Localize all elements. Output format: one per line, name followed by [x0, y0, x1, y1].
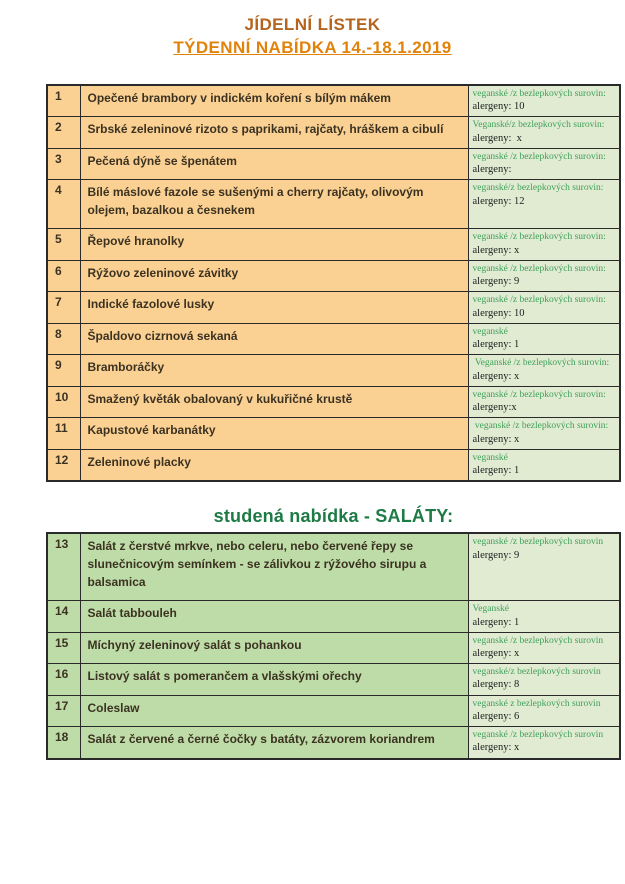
table-row — [47, 260, 620, 291]
dish-name-label: Rýžovo zeleninové závitky — [87, 265, 239, 280]
row-number-label: 2 — [55, 120, 62, 135]
vegan-info-cell — [468, 85, 620, 117]
menu-table-hot — [46, 84, 621, 482]
vegan-info-cell — [468, 601, 620, 632]
row-number — [47, 148, 80, 179]
vegan-label: veganské — [472, 326, 508, 337]
table-row — [47, 449, 620, 481]
vegan-info-cell — [468, 632, 620, 663]
dish-name-label: Smažený květák obalovaný v kukuřičné krustě — [87, 391, 353, 406]
row-number-label: 4 — [55, 183, 62, 198]
vegan-info-cell — [468, 323, 620, 354]
dish-name — [80, 355, 468, 386]
dish-name — [80, 601, 468, 632]
dish-name — [80, 260, 468, 291]
table-row — [47, 418, 620, 449]
allergen-label: alergeny: x — [472, 433, 520, 445]
allergen-label: alergeny: 10 — [472, 101, 525, 113]
dish-name — [80, 229, 468, 260]
dish-name — [80, 449, 468, 481]
dish-name-label: Listový salát s pomerančem a vlašskými ořechy — [87, 669, 362, 684]
row-number-label: 14 — [55, 604, 69, 619]
row-number — [47, 632, 80, 663]
row-number — [47, 449, 80, 481]
row-number-label: 3 — [55, 151, 62, 166]
vegan-label: veganské /z bezlepkových surovin: — [472, 263, 606, 274]
vegan-label: veganské /z bezlepkových surovin: — [472, 232, 606, 243]
dish-name-label: Indické fazolové lusky — [87, 297, 215, 312]
vegan-label: veganské/z bezlepkových surovin: — [472, 183, 604, 194]
row-number — [47, 229, 80, 260]
vegan-info-cell — [468, 260, 620, 291]
row-number — [47, 418, 80, 449]
dish-name — [80, 323, 468, 354]
dish-name — [80, 695, 468, 726]
vegan-label: Veganské /z bezlepkových surovin: — [472, 358, 610, 369]
row-number — [47, 117, 80, 148]
table-row — [47, 355, 620, 386]
allergen-label: alergeny: x — [472, 244, 520, 256]
hot-menu-section — [46, 84, 621, 482]
vegan-info-cell — [468, 664, 620, 695]
vegan-info-cell — [468, 533, 620, 601]
table-row — [47, 229, 620, 260]
allergen-label: alergeny: x — [472, 742, 520, 754]
table-row — [47, 85, 620, 117]
dish-name-label: Pečená dýně se špenátem — [87, 153, 237, 168]
vegan-info-cell — [468, 386, 620, 417]
vegan-label: veganské /z bezlepkových surovin — [472, 730, 604, 741]
allergen-label: alergeny: 1 — [472, 616, 520, 628]
table-row — [47, 695, 620, 726]
table-row — [47, 664, 620, 695]
dish-name-label: Zeleninové placky — [87, 454, 191, 469]
dish-name-label: Řepové hranolky — [87, 234, 185, 249]
vegan-label: veganské — [472, 452, 508, 463]
table-row — [47, 323, 620, 354]
dish-name-label: Opečené brambory v indickém koření s bílým mákem — [87, 91, 391, 105]
dish-name-label: Bramboráčky — [87, 360, 165, 375]
dish-name — [80, 292, 468, 323]
vegan-info-cell — [468, 355, 620, 386]
menu-table-salads — [46, 532, 621, 759]
row-number — [47, 533, 80, 601]
dish-name — [80, 386, 468, 417]
dish-name-label: Kapustové karbanátky — [87, 423, 216, 438]
vegan-info-cell — [468, 292, 620, 323]
vegan-label: Veganské/z bezlepkových surovin: — [472, 120, 605, 131]
document-header — [0, 0, 625, 58]
vegan-label: Veganské — [472, 604, 509, 615]
vegan-info-cell — [468, 449, 620, 481]
row-number-label: 7 — [55, 295, 62, 310]
allergen-label: alergeny: x — [472, 647, 520, 659]
vegan-info-cell — [468, 117, 620, 148]
row-number-label: 1 — [55, 89, 62, 103]
row-number-label: 5 — [55, 232, 62, 247]
row-number — [47, 386, 80, 417]
allergen-label: alergeny: — [472, 164, 512, 176]
vegan-info-cell — [468, 727, 620, 759]
row-number — [47, 292, 80, 323]
dish-name — [80, 632, 468, 663]
salad-section-heading: studená nabídka - SALÁTY: — [213, 506, 454, 527]
dish-name — [80, 85, 468, 117]
row-number-label: 12 — [55, 452, 69, 467]
vegan-label: veganské /z bezlepkových surovin — [472, 635, 604, 646]
row-number-label: 17 — [55, 698, 69, 713]
row-number-label: 8 — [55, 326, 62, 341]
table-row — [47, 601, 620, 632]
dish-name — [80, 180, 468, 229]
allergen-label: alergeny: 10 — [472, 307, 525, 319]
table-row — [47, 148, 620, 179]
allergen-label: alergeny: 9 — [472, 549, 520, 561]
vegan-info-cell — [468, 180, 620, 229]
row-number — [47, 664, 80, 695]
table-row — [47, 292, 620, 323]
row-number — [47, 355, 80, 386]
dish-name-label: Bílé máslové fazole se sušenými a cherry rajčaty, olivovým olejem, bazalkou a česnekem — [87, 185, 424, 218]
dish-name — [80, 664, 468, 695]
dish-name-label: Coleslaw — [87, 700, 140, 715]
vegan-label: veganské /z bezlepkových surovin: — [472, 295, 606, 306]
row-number-label: 6 — [55, 263, 62, 278]
table-row — [47, 533, 620, 601]
vegan-info-cell — [468, 148, 620, 179]
vegan-label: veganské/z bezlepkových surovin — [472, 667, 601, 678]
vegan-label: veganské /z bezlepkových surovin — [472, 537, 604, 548]
dish-name-label: Špaldovo cizrnová sekaná — [87, 328, 238, 343]
allergen-label: alergeny: 1 — [472, 339, 520, 351]
table-row — [47, 632, 620, 663]
row-number-label: 15 — [55, 635, 69, 650]
dish-name — [80, 533, 468, 601]
vegan-label: veganské z bezlepkových surovin — [472, 698, 601, 709]
dish-name — [80, 418, 468, 449]
table-row — [47, 180, 620, 229]
row-number-label: 10 — [55, 389, 69, 404]
vegan-info-cell — [468, 418, 620, 449]
row-number — [47, 695, 80, 726]
row-number-label: 18 — [55, 730, 69, 745]
allergen-label: alergeny: 9 — [472, 276, 520, 288]
dish-name-label: Salát z červené a černé čočky s batáty, zázvorem koriandrem — [87, 732, 435, 747]
page-title: JÍDELNÍ LÍSTEK — [244, 15, 381, 34]
row-number — [47, 323, 80, 354]
vegan-info-cell — [468, 229, 620, 260]
vegan-label: veganské /z bezlepkových surovin: — [472, 151, 606, 162]
row-number-label: 9 — [55, 358, 62, 373]
allergen-label: alergeny:x — [472, 402, 517, 414]
vegan-label: veganské /z bezlepkových surovin: — [472, 389, 606, 400]
dish-name-label: Srbské zeleninové rizoto s paprikami, rajčaty, hráškem a cibulí — [87, 122, 444, 137]
table-row — [47, 386, 620, 417]
row-number — [47, 601, 80, 632]
dish-name-label: Míchyný zeleninový salát s pohankou — [87, 637, 302, 652]
allergen-label: alergeny: 6 — [472, 710, 520, 722]
dish-name — [80, 148, 468, 179]
row-number-label: 11 — [55, 421, 68, 436]
allergen-label: alergeny: x — [472, 370, 520, 382]
allergen-label: alergeny: 1 — [472, 465, 520, 477]
dish-name — [80, 117, 468, 148]
row-number — [47, 180, 80, 229]
table-row — [47, 727, 620, 759]
dish-name-label: Salát z čerstvé mrkve, nebo celeru, nebo červené řepy se slunečnicovým semínkem - se zálivkou z rýžového sirupu a balsamica — [87, 539, 427, 590]
page-subtitle: TÝDENNÍ NABÍDKA 14.-18.1.2019 — [173, 38, 452, 57]
row-number — [47, 260, 80, 291]
allergen-label: alergeny: 8 — [472, 679, 520, 691]
row-number-label: 13 — [55, 537, 69, 552]
dish-name — [80, 727, 468, 759]
row-number-label: 16 — [55, 667, 69, 682]
vegan-info-cell — [468, 695, 620, 726]
allergen-label: alergeny: 12 — [472, 195, 525, 207]
row-number — [47, 85, 80, 117]
row-number — [47, 727, 80, 759]
dish-name-label: Salát tabbouleh — [87, 606, 177, 621]
salad-menu-section — [46, 506, 621, 759]
table-row — [47, 117, 620, 148]
vegan-label: veganské /z bezlepkových surovin: — [472, 421, 609, 432]
vegan-label: veganské /z bezlepkových surovin: — [472, 89, 606, 99]
allergen-label: alergeny: x — [472, 132, 522, 144]
